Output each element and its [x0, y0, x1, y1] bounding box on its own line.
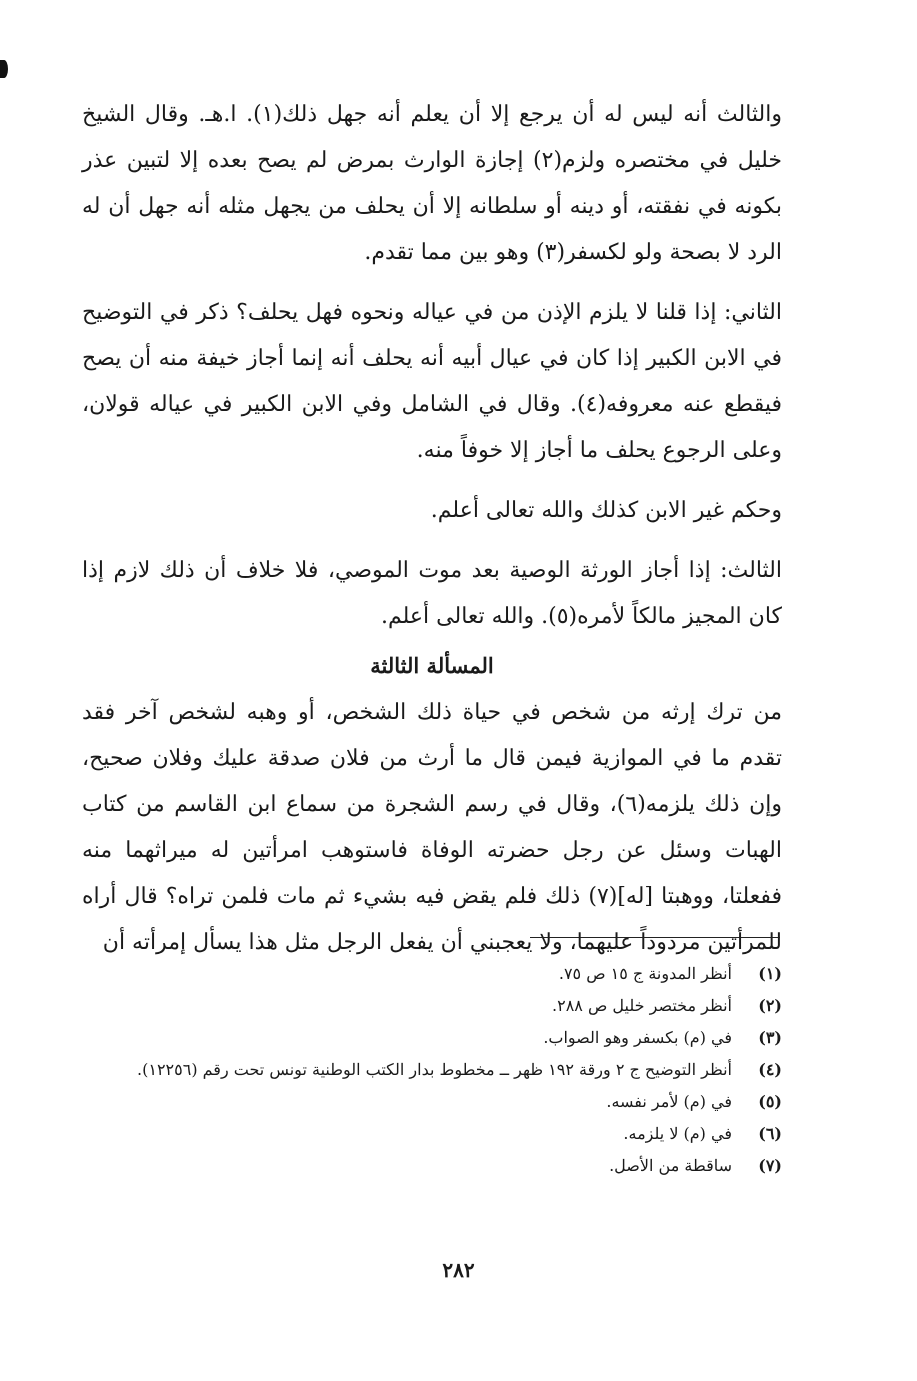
footnote-4 [82, 1054, 782, 1086]
footnote-text: أنظر التوضيح ج ٢ ورقة ١٩٢ ظهر ــ مخطوط بدار الكتب الوطنية تونس تحت رقم (١٢٢٥٦). [137, 1060, 732, 1079]
footnote-1 [82, 958, 782, 990]
footnote-number: (٢) [758, 996, 782, 1015]
margin-mark [0, 60, 8, 78]
footnote-number: (٣) [758, 1028, 782, 1047]
footnote-text: في (م) لأمر نفسه. [606, 1092, 732, 1111]
paragraph-3: وحكم غير الابن كذلك والله تعالى أعلم. [430, 498, 782, 523]
footnote-5 [82, 1086, 782, 1118]
footnote-number: (٦) [758, 1124, 782, 1143]
footnotes [82, 958, 782, 1182]
page-number: ٢٨٢ [442, 1258, 475, 1282]
footnote-text: في (م) بكسفر وهو الصواب. [543, 1028, 732, 1047]
paragraph-4: الثالث: إذا أجاز الورثة الوصية بعد موت الموصي، فلا خلاف أن ذلك لازم إذا كان المجيز مالكاً لأمره(٥). والله تعالى أعلم. [82, 558, 782, 629]
footnote-number: (١) [758, 964, 782, 983]
footnote-number: (٧) [758, 1156, 782, 1175]
paragraph-5: من ترك إرثه من شخص في حياة ذلك الشخص، أو وهبه لشخص آخر فقد تقدم ما في الموازية فيمن قال ما أرث من فلان صدقة عليك وفلان صحيح، وإن ذلك يلزمه(٦)، وقال في رسم الشجرة من سماع ابن القاسم من كتاب الهبات وسئل عن رجل حضرته الوفاة فاستوهب امرأتين له ميراثهما منه ففعلتا، ووهبتا [له](٧) ذلك فلم يقض فيه بشيء ثم مات فلمن تراه؟ قال أراه للمرأتين مردوداً عليهما، ولا يعجبني أن يفعل الرجل مثل هذا يسأل إمرأته أن [82, 700, 782, 955]
paragraph-1: والثالث أنه ليس له أن يرجع إلا أن يعلم أنه جهل ذلك(١). ا.هـ. وقال الشيخ خليل في مختصره ولزم(٢) إجازة الوارث بمرض لم يصح بعده إلا لتبين عذر بكونه في نفقته، أو دينه أو سلطانه إلا أن يحلف من يجهل مثله أنه جهل أن له الرد لا بصحة ولو لكسفر(٣) وهو بين مما تقدم. [82, 102, 782, 265]
footnote-text: أنظر المدونة ج ١٥ ص ٧٥. [558, 964, 732, 983]
footnote-6 [82, 1118, 782, 1150]
footnote-text: أنظر مختصر خليل ص ٢٨٨. [552, 996, 732, 1015]
paragraph-2: الثاني: إذا قلنا لا يلزم الإذن من في عياله ونحوه فهل يحلف؟ ذكر في التوضيح في الابن الكبير إذا كان في عيال أبيه أنه يحلف أنه إنما أجاز خيفة منه أن يصح فيقطع عنه معروفه(٤). وقال في الشامل وفي الابن الكبير في عياله قولان، وعلى الرجوع يحلف ما أجاز إلا خوفاً منه. [82, 300, 782, 463]
page-body [82, 92, 782, 966]
footnote-divider [530, 937, 780, 938]
section-heading: المسألة الثالثة [370, 653, 494, 678]
footnote-number: (٤) [758, 1060, 782, 1079]
footnote-3 [82, 1022, 782, 1054]
footnote-text: في (م) لا يلزمه. [623, 1124, 732, 1143]
footnote-2 [82, 990, 782, 1022]
footnote-text: ساقطة من الأصل. [609, 1156, 732, 1175]
footnote-number: (٥) [758, 1092, 782, 1111]
footnote-7 [82, 1150, 782, 1182]
